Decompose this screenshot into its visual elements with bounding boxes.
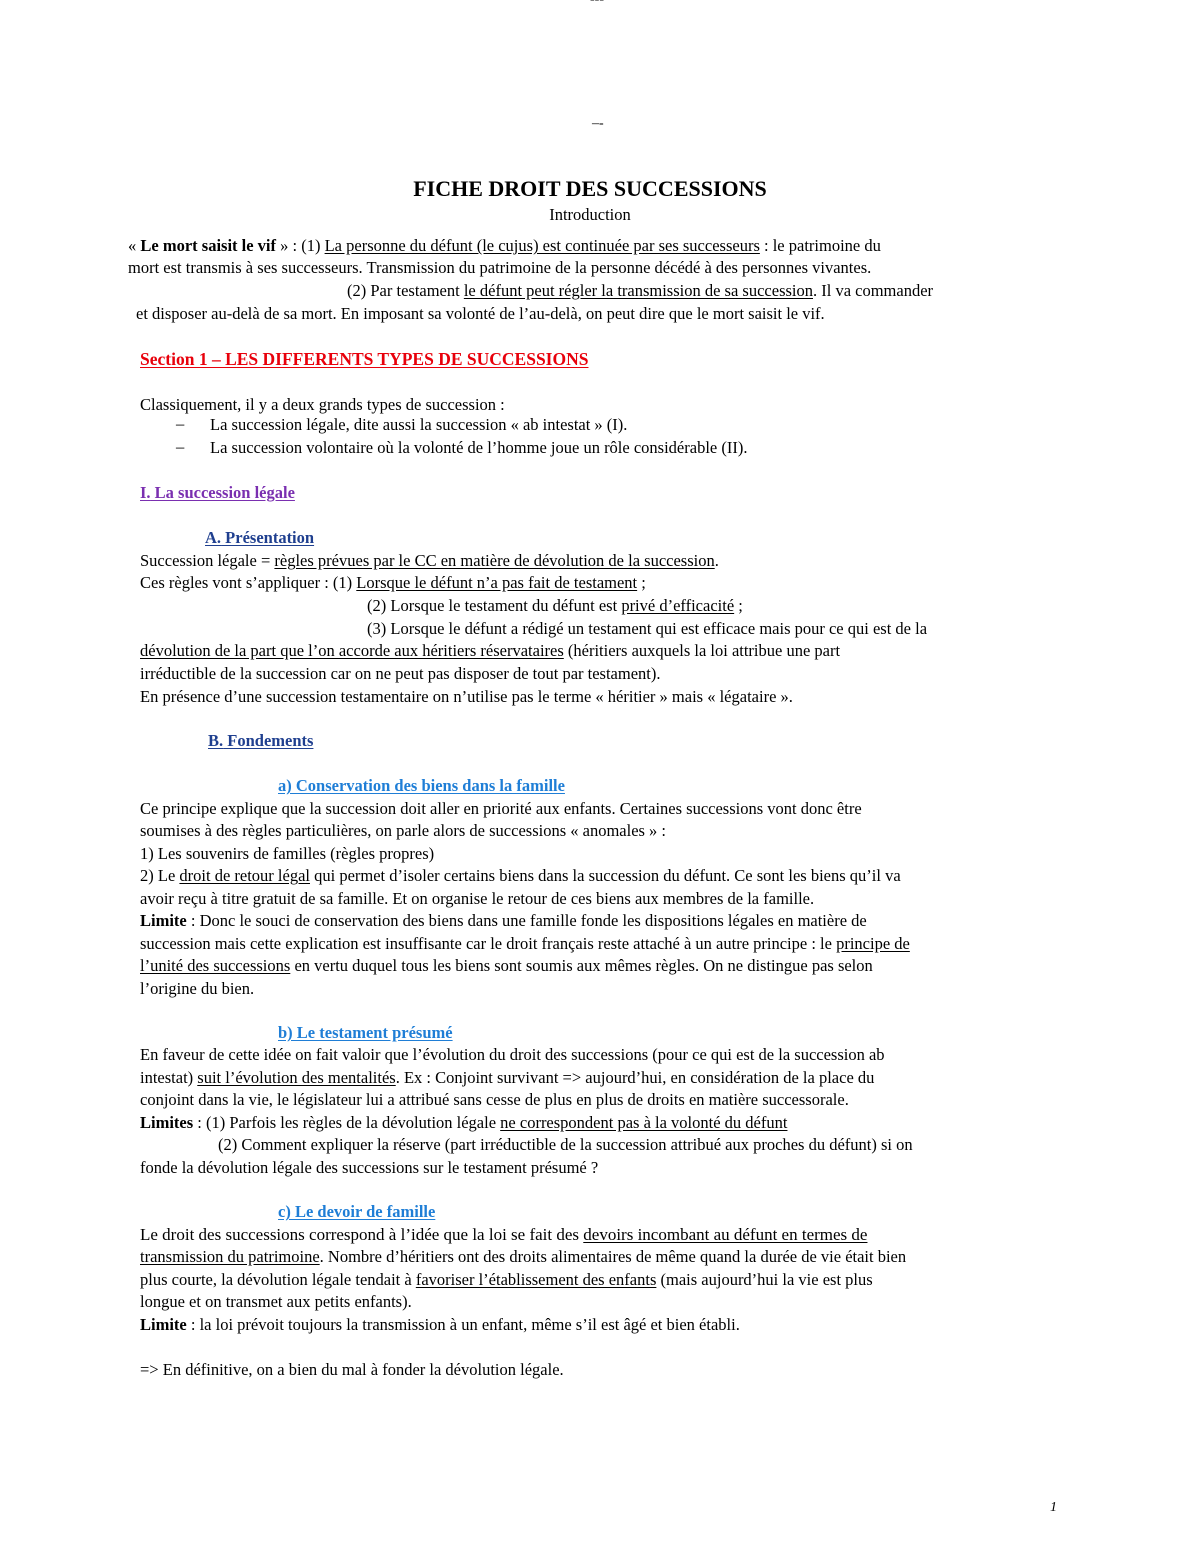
point-a-line-8: l’unité des successions en vertu duquel tous les biens sont soumis aux mêmes règles. On ne distingue pas selon	[140, 956, 873, 975]
section-1-lead: Classiquement, il y a deux grands types de succession :	[140, 395, 505, 414]
point-a-line-7: succession mais cette explication est insuffisante car le droit français reste attaché à un autre principe : le principe de	[140, 934, 910, 953]
presentation-line-4: (3) Lorsque le défunt a rédigé un testament qui est efficace mais pour ce qui est de la	[367, 619, 928, 638]
point-c-line-2: transmission du patrimoine. Nombre d’héritiers ont des droits alimentaires de même quand la durée de vie était bien	[140, 1247, 907, 1266]
intro-line-2: mort est transmis à ses successeurs. Transmission du patrimoine de la personne décédé à des personnes vivantes.	[128, 258, 872, 277]
point-b-heading: b) Le testament présumé	[278, 1023, 453, 1042]
presentation-line-6: irréductible de la succession car on ne peut pas disposer de tout par testament).	[140, 664, 661, 683]
conclusion: => En définitive, on a bien du mal à fonder la dévolution légale.	[140, 1360, 564, 1379]
point-c-line-3: plus courte, la dévolution légale tendait à favoriser l’établissement des enfants (mais aujourd’hui la vie est plus	[140, 1270, 873, 1289]
point-b-line-1: En faveur de cette idée on fait valoir que l’évolution du droit des successions (pour ce qui est de la succession ab	[140, 1045, 885, 1064]
point-a-line-9: l’origine du bien.	[140, 979, 255, 998]
page-number: 1	[1050, 1500, 1057, 1515]
point-b-line-4: Limites : (1) Parfois les règles de la dévolution légale ne correspondent pas à la volonté du défunt	[140, 1113, 788, 1132]
presentation-line-7: En présence d’une succession testamentaire on n’utilise pas le terme « héritier » mais « légataire ».	[140, 687, 793, 706]
header-top-mark	[590, 0, 604, 8]
point-a-heading: a) Conservation des biens dans la famille	[278, 776, 565, 795]
point-a-line-1: Ce principe explique que la succession doit aller en priorité aux enfants. Certaines successions vont donc être	[140, 799, 862, 818]
point-a-line-6: Limite : Donc le souci de conservation des biens dans une famille fonde les dispositions légales en matière de	[140, 911, 867, 930]
point-a-line-5: avoir reçu à titre gratuit de sa famille. Et on organise le retour de ces biens aux membres de la famille.	[140, 889, 815, 908]
point-c-line-4: longue et on transmet aux petits enfants).	[140, 1292, 412, 1311]
subsection-b-heading: B. Fondements	[208, 731, 314, 750]
point-a-line-4: 2) Le droit de retour légal qui permet d’isoler certains biens dans la succession du défunt. Ce sont les biens qu’il va	[140, 866, 901, 885]
maxim: Le mort saisit le vif	[140, 236, 277, 255]
point-b-line-5: (2) Comment expliquer la réserve (part irréductible de la succession attribué aux proches du défunt) si on	[218, 1135, 913, 1154]
part-1-heading: I. La succession légale	[140, 483, 295, 502]
bullet-item-2: La succession volontaire où la volonté de l’homme joue un rôle considérable (II).	[210, 438, 748, 457]
subsection-a-heading: A. Présentation	[205, 528, 315, 547]
bullet-dash: –	[176, 437, 185, 456]
intro-line-1: « Le mort saisit le vif » : (1) La personne du défunt (le cujus) est continuée par ses successeurs : le patrimoine du	[128, 236, 881, 255]
point-a-line-3: 1) Les souvenirs de familles (règles propres)	[140, 844, 435, 863]
section-1-heading: Section 1 – LES DIFFERENTS TYPES DE SUCCESSIONS	[140, 349, 589, 369]
presentation-line-5: dévolution de la part que l’on accorde aux héritiers réservataires (héritiers auxquels la loi attribue une part	[140, 641, 841, 660]
presentation-line-2: Ces règles vont s’appliquer : (1) Lorsque le défunt n’a pas fait de testament ;	[140, 573, 646, 592]
point-c-line-1: Le droit des successions correspond à l’idée que la loi se fait des devoirs incombant au défunt en termes de	[140, 1225, 868, 1244]
header-mid-mark: –-	[592, 116, 604, 131]
presentation-line-3: (2) Lorsque le testament du défunt est privé d’efficacité ;	[367, 596, 743, 615]
intro-line-3: (2) Par testament le défunt peut régler la transmission de sa succession. Il va commander	[347, 281, 934, 300]
page-subtitle: Introduction	[549, 205, 631, 224]
point-b-line-3: conjoint dans la vie, le législateur lui a attribué sans cesse de plus en plus de droits en matière successorale.	[140, 1090, 849, 1109]
point-b-line-2: intestat) suit l’évolution des mentalités. Ex : Conjoint survivant => aujourd’hui, en considération de la place du	[140, 1068, 875, 1087]
point-a-line-2: soumises à des règles particulières, on parle alors de successions « anomales » :	[140, 821, 667, 840]
presentation-line-1: Succession légale = règles prévues par le CC en matière de dévolution de la succession.	[140, 551, 719, 570]
point-b-line-6: fonde la dévolution légale des successions sur le testament présumé ?	[140, 1158, 599, 1177]
bullet-item-1: La succession légale, dite aussi la succession « ab intestat » (I).	[210, 415, 628, 434]
bullet-dash: –	[176, 414, 185, 433]
page-title: FICHE DROIT DES SUCCESSIONS	[413, 176, 767, 201]
intro-line-4: et disposer au-delà de sa mort. En imposant sa volonté de l’au-delà, on peut dire que le mort saisit le vif.	[136, 304, 825, 323]
point-c-line-5: Limite : la loi prévoit toujours la transmission à un enfant, même s’il est âgé et bien établi.	[140, 1315, 740, 1334]
point-c-heading: c) Le devoir de famille	[278, 1202, 436, 1221]
